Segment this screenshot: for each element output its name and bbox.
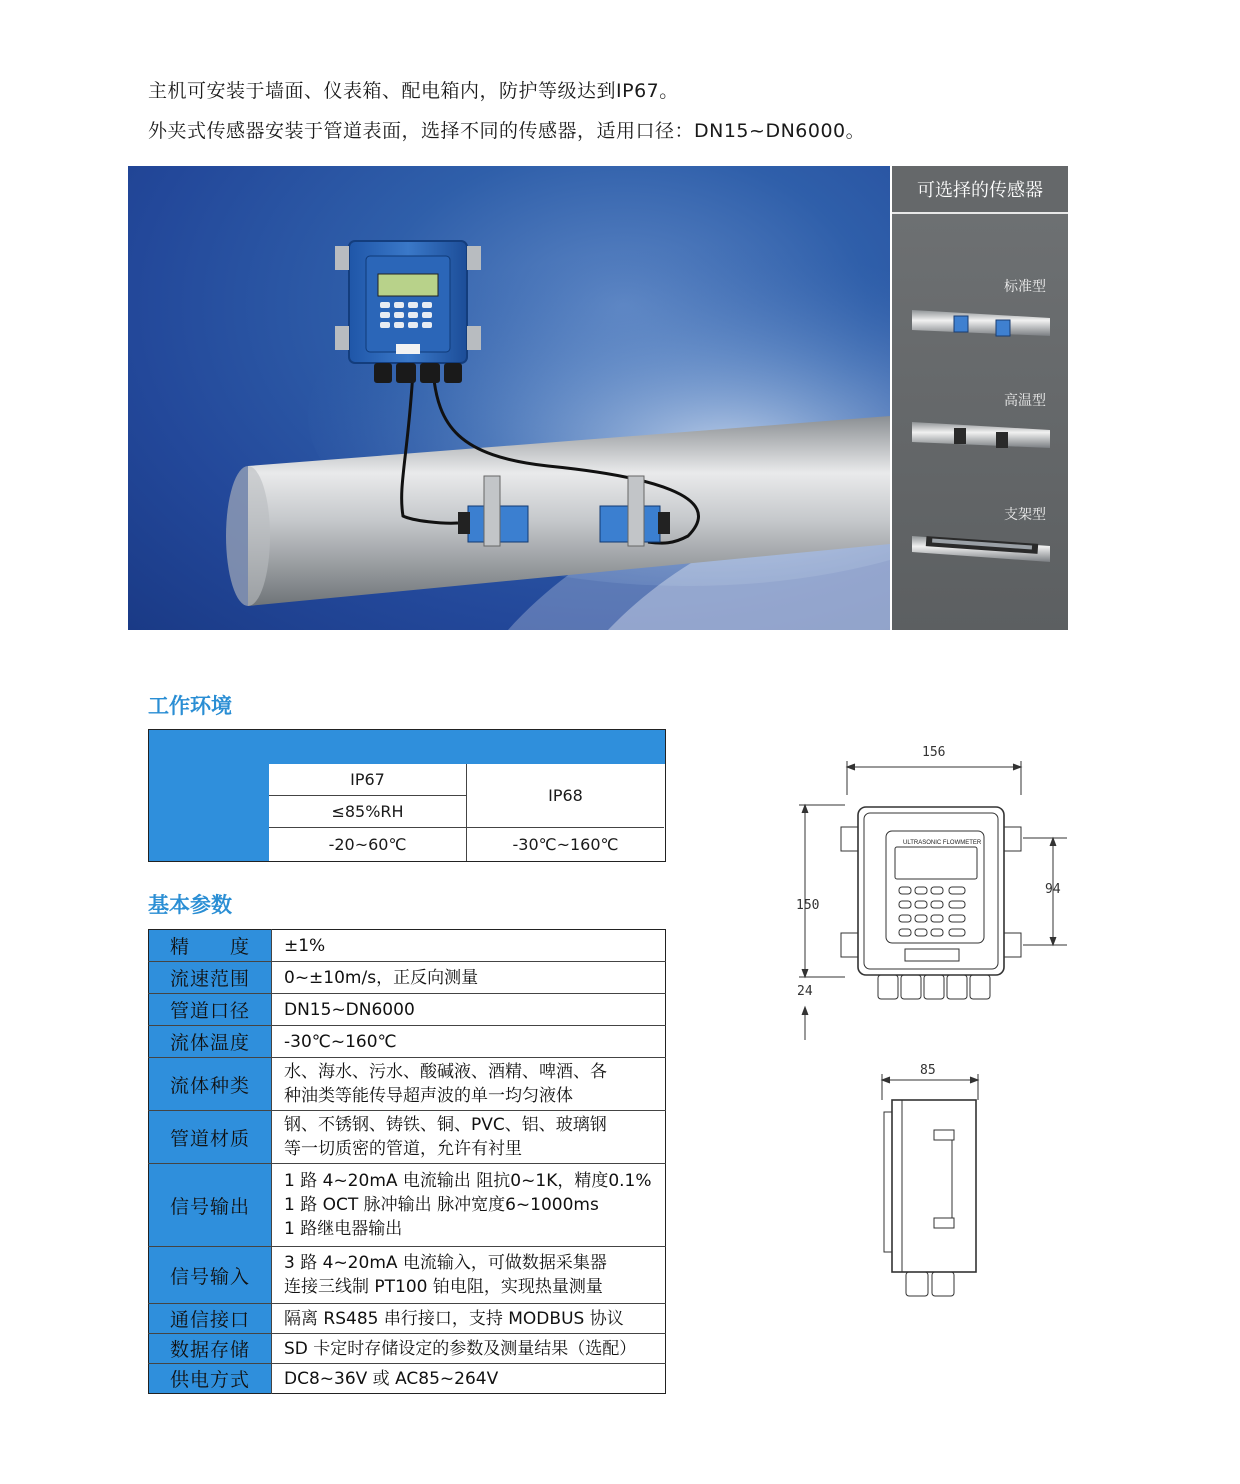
param-row xyxy=(149,962,666,994)
param-row xyxy=(149,1364,666,1394)
param-value-line: DN15~DN6000 xyxy=(284,999,415,1020)
env-temp-ip67: -20~60℃ xyxy=(269,828,467,861)
param-value xyxy=(272,1334,666,1364)
param-value-line: 1 路继电器输出 xyxy=(284,1219,403,1239)
dim-front-height: 150 xyxy=(796,898,820,913)
intro-line-1: 主机可安装于墙面、仪表箱、配电箱内，防护等级达到IP67。 xyxy=(148,80,679,102)
param-value-line: 种油类等能传导超声波的单一均匀液体 xyxy=(284,1086,573,1106)
param-value xyxy=(272,930,666,962)
param-value xyxy=(272,1364,666,1394)
dim-front-width: 156 xyxy=(922,745,946,760)
param-value xyxy=(272,1247,666,1304)
environment-title: 工作环境 xyxy=(148,694,232,718)
param-value-line: 等一切质密的管道，允许有衬里 xyxy=(284,1139,522,1159)
param-value-line: 1 路 4~20mA 电流输出 阻抗0~1K，精度0.1% xyxy=(284,1171,652,1191)
param-value-line: SD 卡定时存储设定的参数及测量结果（选配） xyxy=(284,1338,637,1359)
param-key: 通信接口 xyxy=(149,1304,272,1334)
sensor-standard-image xyxy=(912,304,1050,348)
environment-table xyxy=(148,729,666,862)
side-dimension-drawing xyxy=(872,1070,992,1302)
env-header-band xyxy=(149,730,665,764)
param-row xyxy=(149,994,666,1026)
sensor-options-panel xyxy=(892,166,1068,630)
params-table xyxy=(148,929,666,1394)
param-value xyxy=(272,994,666,1026)
front-dimension-drawing xyxy=(785,755,1075,1055)
env-temp-ip68: -30℃~160℃ xyxy=(512,835,619,854)
sensor-bracket-image xyxy=(912,528,1050,572)
dim-mount-height: 94 xyxy=(1045,882,1061,897)
sensor-label-high-temp: 高温型 xyxy=(1004,393,1046,409)
dim-side-width: 85 xyxy=(920,1063,936,1078)
param-row xyxy=(149,1026,666,1058)
param-key: 数据存储 xyxy=(149,1334,272,1364)
param-value-line: 3 路 4~20mA 电流输入，可做数据采集器 xyxy=(284,1253,607,1273)
hero-photo xyxy=(128,166,890,630)
param-row xyxy=(149,1334,666,1364)
param-value-line: 隔离 RS485 串行接口，支持 MODBUS 协议 xyxy=(284,1308,624,1329)
param-key: 信号输出 xyxy=(149,1164,272,1247)
sensor-high-temp-image xyxy=(912,416,1050,460)
env-ip67: IP67 xyxy=(269,764,467,796)
param-value-line: ±1% xyxy=(284,935,326,956)
param-value-line: 1 路 OCT 脉冲输出 脉冲宽度6~1000ms xyxy=(284,1195,599,1215)
param-key: 流体温度 xyxy=(149,1026,272,1058)
param-value xyxy=(272,962,666,994)
env-humidity: ≤85%RH xyxy=(269,796,467,828)
env-side-band xyxy=(149,764,269,861)
param-key: 流速范围 xyxy=(149,962,272,994)
param-key: 供电方式 xyxy=(149,1364,272,1394)
intro-line-2: 外夹式传感器安装于管道表面，选择不同的传感器，适用口径：DN15~DN6000。 xyxy=(148,120,866,142)
param-row xyxy=(149,930,666,962)
sensor-label-standard: 标准型 xyxy=(1004,279,1046,295)
param-row xyxy=(149,1164,666,1247)
env-ip68: IP68 xyxy=(467,764,664,828)
params-title: 基本参数 xyxy=(148,893,232,917)
param-value xyxy=(272,1026,666,1058)
param-value xyxy=(272,1111,666,1164)
param-key: 管道口径 xyxy=(149,994,272,1026)
param-value-line: DC8~36V 或 AC85~264V xyxy=(284,1368,499,1389)
param-key: 管道材质 xyxy=(149,1111,272,1164)
param-key: 精 度 xyxy=(149,930,272,962)
param-value xyxy=(272,1304,666,1334)
param-value-line: 钢、不锈钢、铸铁、铜、PVC、铝、玻璃钢 xyxy=(284,1115,607,1135)
param-key: 信号输入 xyxy=(149,1247,272,1304)
param-value-line: 0~±10m/s，正反向测量 xyxy=(284,967,479,988)
param-key: 流体种类 xyxy=(149,1058,272,1111)
param-value-line: 水、海水、污水、酸碱液、酒精、啤酒、各 xyxy=(284,1062,607,1082)
sensor-panel-title: 可选择的传感器 xyxy=(892,166,1068,214)
dim-gland-height: 24 xyxy=(797,984,813,999)
param-value xyxy=(272,1164,666,1247)
param-row xyxy=(149,1058,666,1111)
param-value-line: 连接三线制 PT100 铂电阻，实现热量测量 xyxy=(284,1277,603,1297)
param-row xyxy=(149,1247,666,1304)
param-value xyxy=(272,1058,666,1111)
param-row xyxy=(149,1304,666,1334)
param-row xyxy=(149,1111,666,1164)
param-value-line: -30℃~160℃ xyxy=(284,1031,397,1052)
drawing-device-label: ULTRASONIC FLOWMETER xyxy=(903,840,982,846)
sensor-label-bracket: 支架型 xyxy=(1004,507,1046,523)
